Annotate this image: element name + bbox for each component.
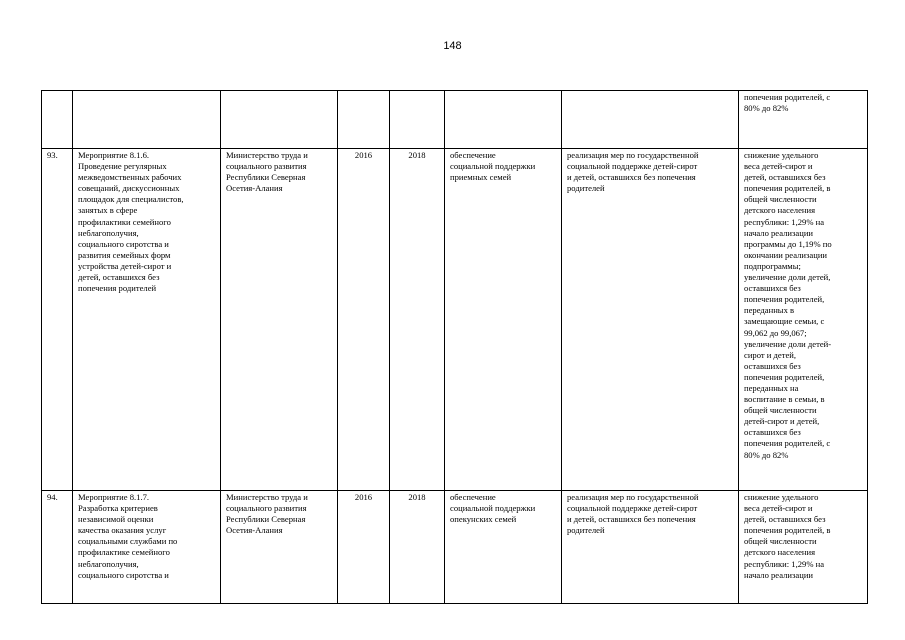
table-row [42, 149, 868, 491]
cell-result [445, 91, 562, 149]
cell-event [73, 91, 221, 149]
cell-indicators: попечения родителей, с 80% до 82% [739, 91, 868, 149]
page-number: 148 [443, 40, 462, 52]
cell-end: 2018 [390, 491, 445, 604]
cell-indicators: снижение удельного веса детей-сирот и детей, оставшихся без попечения родителей, в общей численности детского населения республики: 1,29% на начало реализации [739, 491, 868, 604]
cell-executor: Министерство труда и социального развития Республики Северная Осетия-Алания [221, 491, 338, 604]
cell-direction [562, 91, 739, 149]
cell-result: обеспечение социальной поддержки приемных семей [445, 149, 562, 491]
cell-indicators: снижение удельного веса детей-сирот и детей, оставшихся без попечения родителей, в общей численности детского населения республики: 1,29% на начало реализации программы до 1,19% по окончании реализации подпрограммы; увеличение доли детей, оставшихся без попечения родителей, переданных в замещающие семьи, с 99,062 до 99,067; увеличение доли детей- сирот и детей, оставшихся без попечения родителей, переданных на воспитание в семьи, в общей численности детей-сирот и детей, оставшихся без попечения родителей, с 80% до 82% [739, 149, 868, 491]
cell-start: 2016 [338, 149, 390, 491]
cell-end [390, 91, 445, 149]
table-row-continuation [42, 91, 868, 149]
cell-direction: реализация мер по государственной социальной поддержке детей-сирот и детей, оставшихся без попечения родителей [562, 491, 739, 604]
cell-num [42, 91, 73, 149]
cell-result: обеспечение социальной поддержки опекунских семей [445, 491, 562, 604]
cell-executor: Министерство труда и социального развития Республики Северная Осетия-Алания [221, 149, 338, 491]
cell-event: Мероприятие 8.1.7. Разработка критериев независимой оценки качества оказания услуг социальными службами по профилактике семейного неблагополучия, социального сиротства и [73, 491, 221, 604]
cell-num: 93. [42, 149, 73, 491]
cell-start [338, 91, 390, 149]
cell-num: 94. [42, 491, 73, 604]
cell-event: Мероприятие 8.1.6. Проведение регулярных межведомственных рабочих совещаний, дискуссионных площадок для специалистов, занятых в сфере профилактики семейного неблагополучия, социального сиротства и развития семейных форм устройства детей-сирот и детей, оставшихся без попечения родителей [73, 149, 221, 491]
cell-start: 2016 [338, 491, 390, 604]
cell-direction: реализация мер по государственной социальной поддержке детей-сирот и детей, оставшихся без попечения родителей [562, 149, 739, 491]
cell-executor [221, 91, 338, 149]
table-row [42, 491, 868, 604]
measures-table [41, 90, 868, 604]
cell-end: 2018 [390, 149, 445, 491]
